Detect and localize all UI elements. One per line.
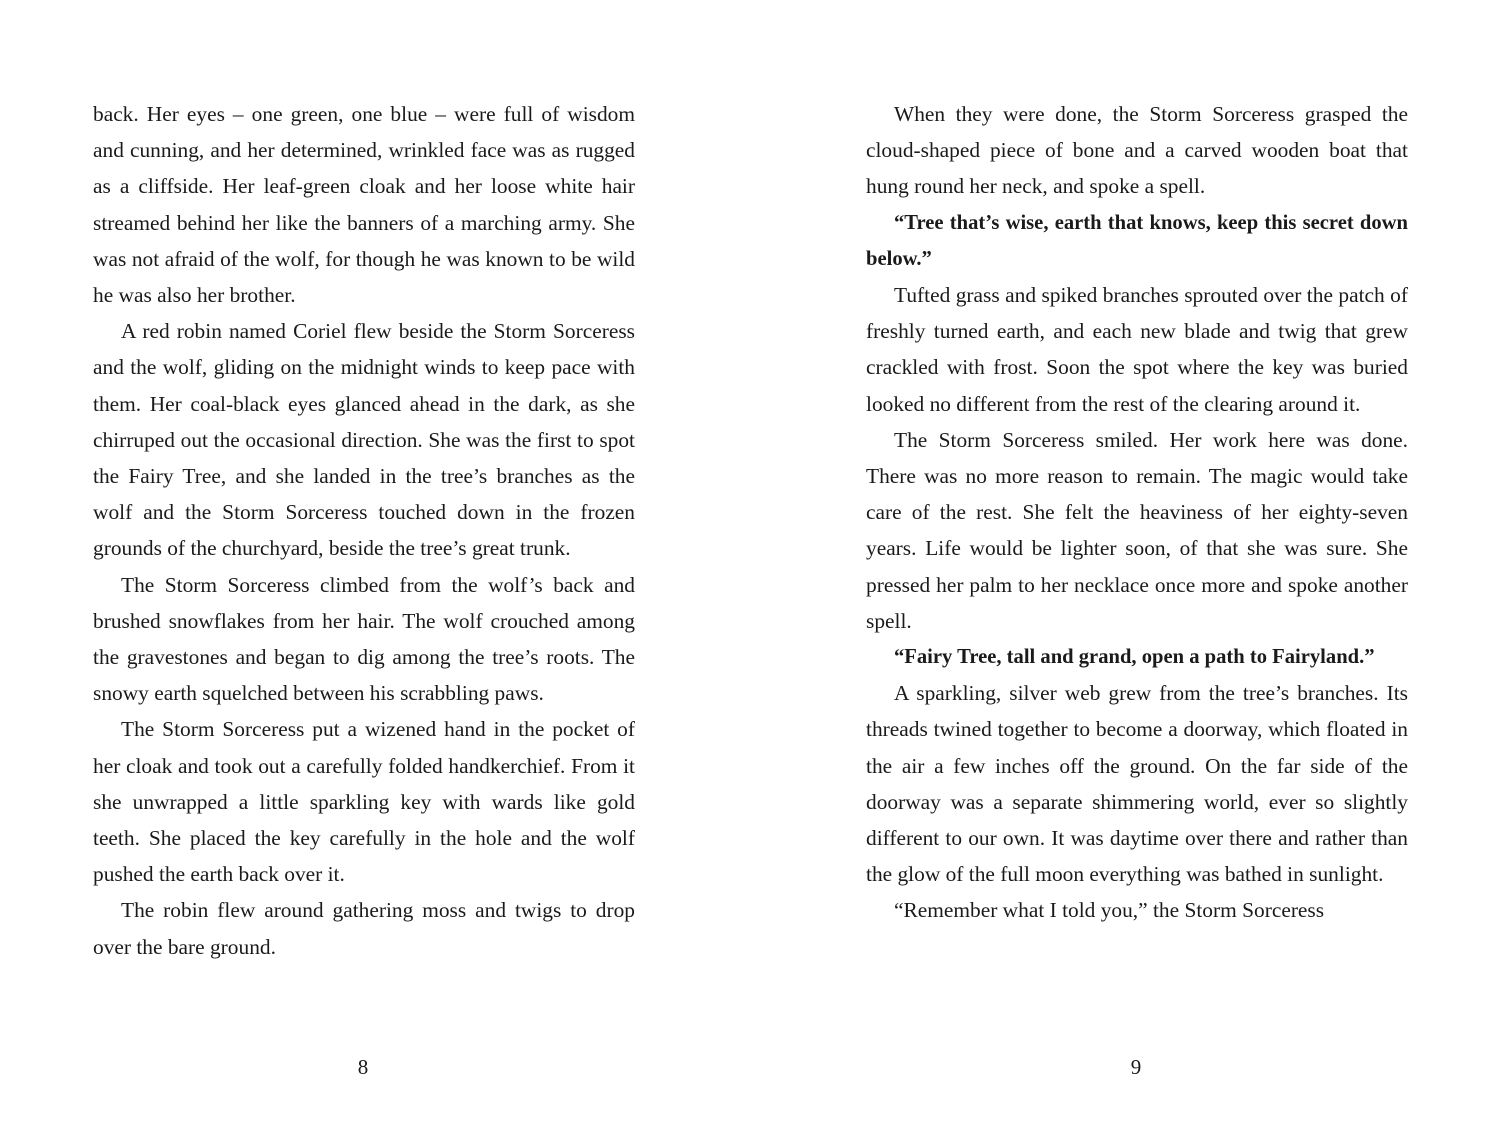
- paragraph: “Remember what I told you,” the Storm Sorceress: [894, 898, 1325, 923]
- right-page: [866, 96, 1408, 1016]
- left-page: [93, 96, 635, 1016]
- left-page-number: 8: [357, 1055, 369, 1079]
- right-page-number: 9: [1130, 1055, 1142, 1079]
- spell-text: “Tree that’s wise, earth that knows, keep this secret down below.”: [866, 211, 1408, 270]
- paragraph: A sparkling, silver web grew from the tree’s branches. Its threads twined together to become a doorway, which floated in the air a few inches off the ground. On the far side of the doorway was a separate shimmering world, ever so slightly different to our own. It was daytime over there and rather than the glow of the full moon everything was bathed in sunlight.: [866, 681, 1408, 887]
- spell-text: “Fairy Tree, tall and grand, open a path to Fairyland.”: [894, 646, 1375, 669]
- paragraph: The robin flew around gathering moss and twigs to drop over the bare ground.: [93, 898, 635, 959]
- paragraph: The Storm Sorceress put a wizened hand in the pocket of her cloak and took out a carefully folded handkerchief. From it she unwrapped a little sparkling key with wards like gold teeth. She placed the key carefully in the hole and the wolf pushed the earth back over it.: [93, 717, 635, 887]
- paragraph: The Storm Sorceress smiled. Her work here was done. There was no more reason to remain. The magic would take care of the rest. She felt the heaviness of her eighty-seven years. Life would be lighter soon, of that she was sure. She pressed her palm to her necklace once more and spoke another spell.: [866, 427, 1408, 633]
- paragraph: The Storm Sorceress climbed from the wolf’s back and brushed snowflakes from her hair. The wolf crouched among the gravestones and began to dig among the tree’s roots. The snowy earth squelched between his scrabbling paws.: [93, 572, 635, 706]
- paragraph: back. Her eyes – one green, one blue – were full of wisdom and cunning, and her determined, wrinkled face was as rugged as a cliffside. Her leaf-green cloak and her loose white hair streamed behind her like the banners of a marching army. She was not afraid of the wolf, for though he was known to be wild he was also her brother.: [93, 102, 635, 308]
- paragraph: When they were done, the Storm Sorceress grasped the cloud-shaped piece of bone and a carved wooden boat that hung round her neck, and spoke a spell.: [866, 102, 1408, 199]
- paragraph: Tufted grass and spiked branches sprouted over the patch of freshly turned earth, and each new blade and twig that grew crackled with frost. Soon the spot where the key was buried looked no different from the rest of the clearing around it.: [866, 283, 1408, 416]
- paragraph: A red robin named Coriel flew beside the Storm Sorceress and the wolf, gliding on the midnight winds to keep pace with them. Her coal-black eyes glanced ahead in the dark, as she chirruped out the occasional direction. She was the first to spot the Fairy Tree, and she landed in the tree’s branches as the wolf and the Storm Sorceress touched down in the frozen grounds of the churchyard, beside the tree’s great trunk.: [93, 319, 635, 561]
